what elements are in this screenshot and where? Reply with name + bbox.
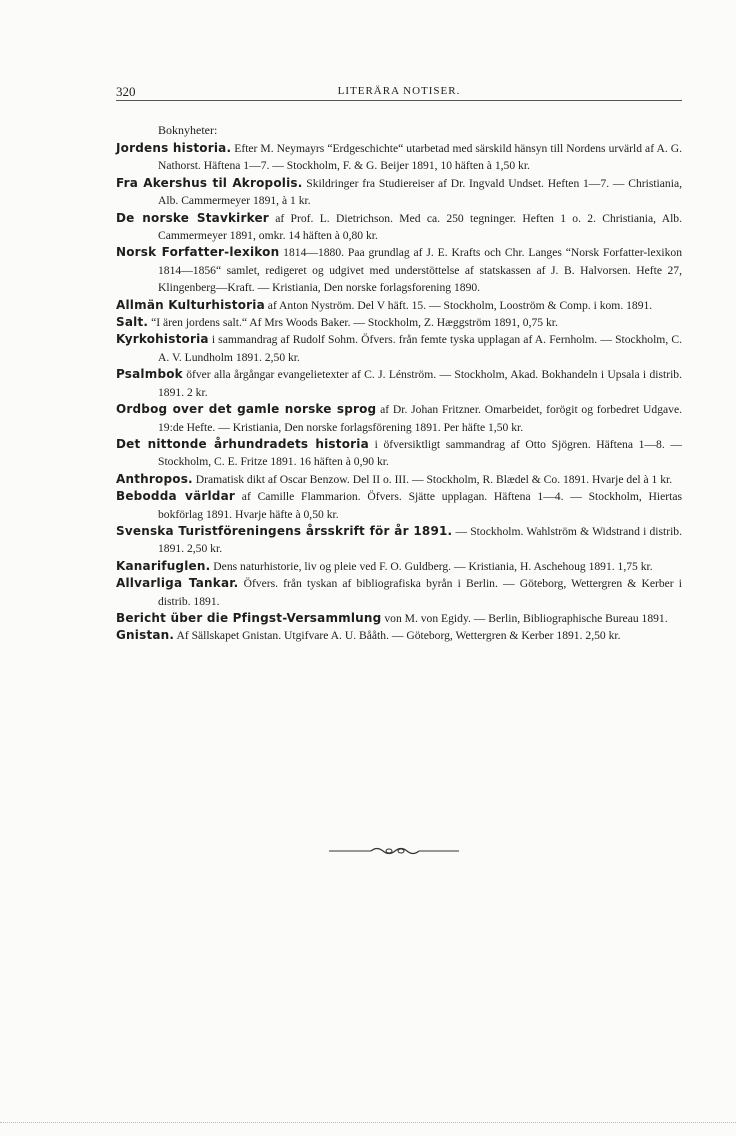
decorative-divider-ornament: [329, 846, 459, 856]
book-title: Anthropos.: [116, 471, 193, 486]
book-description: Af Sällskapet Gnistan. Utgifvare A. U. Bååth. — Göteborg, Wettergren & Kerber 1891. 2,50 kr.: [176, 629, 621, 643]
book-entry: [116, 575, 682, 610]
page-number: 320: [116, 84, 136, 99]
book-title: Bericht über die Pfingst-Versammlung: [116, 610, 382, 625]
book-entry: [116, 297, 682, 314]
book-entry: [116, 401, 682, 436]
book-description: öfver alla årgångar evangelietexter af C. J. Lénström. — Stockholm, Akad. Bokhandeln i Upsala i distrib. 1891. 2 kr.: [158, 368, 682, 399]
book-title: Gnistan.: [116, 628, 175, 643]
book-title: Norsk Forfatter-lexikon: [116, 245, 280, 260]
book-entry: [116, 175, 682, 210]
book-title: Bebodda världar: [116, 489, 236, 504]
book-entry: [116, 558, 682, 575]
section-heading: Boknyheter:: [158, 123, 218, 137]
book-entry: [116, 331, 682, 366]
book-entry: [116, 523, 682, 558]
book-title: Det nittonde århundradets historia: [116, 436, 369, 451]
book-entry: [116, 210, 682, 245]
running-title: LITERÄRA NOTISER.: [337, 85, 461, 97]
book-description: i öfversiktligt sammandrag af Otto Sjögren. Häftena 1—8. — Stockholm, C. E. Fritze 1891. 16 häften à 0,90 kr.: [158, 437, 682, 469]
book-description: Öfvers. från tyskan af bibliografiska byrån i Berlin. — Göteborg, Wettergren & Kerber i distrib. 1891.: [158, 577, 682, 608]
book-title: Salt.: [116, 315, 149, 330]
book-title: Jordens historia.: [116, 141, 232, 155]
book-entry: [116, 314, 682, 331]
book-description: af Prof. L. Dietrichson. Med ca. 250 tegninger. Heften 1 o. 2. Christiania, Alb. Cammermeyer 1891, omkr. 14 häften à 0,80 kr.: [158, 211, 683, 243]
book-description: — Stockholm. Wahlström & Widstrand i distrib. 1891. 2,50 kr.: [158, 524, 682, 556]
book-title: Ordbog over det gamle norske sprog: [116, 402, 377, 417]
book-title: Psalmbok: [116, 367, 183, 382]
book-title: Svenska Turistföreningens årsskrift för år 1891.: [116, 523, 453, 538]
book-entry: [116, 488, 682, 523]
book-description: 1814—1880. Paa grundlag af J. E. Krafts och Chr. Langes “Norsk Forfatter-lexikon 1814—1856“ samlet, redigeret og udgivet med understöttelse af statskassen af J. B. Halvorsen. Hefte 27, Klingenberg—Kraft. — Kristiania, Den norske forlagsforening 1890.: [158, 246, 683, 295]
book-title: De norske Stavkirker: [116, 210, 269, 225]
book-title: Kanarifuglen.: [116, 558, 211, 573]
book-entry: [116, 366, 682, 401]
page-header: [116, 84, 682, 101]
book-entry: [116, 244, 682, 296]
book-description: af Anton Nyström. Del V häft. 15. — Stockholm, Looström & Comp. i kom. 1891.: [267, 298, 653, 312]
book-title: Fra Akershus til Akropolis.: [116, 175, 303, 190]
book-description: Dens naturhistorie, liv og pleie ved F. O. Guldberg. — Kristiania, H. Aschehoug 1891. 1,75 kr.: [213, 559, 653, 573]
book-entry: [116, 140, 682, 175]
book-description: af Camille Flammarion. Öfvers. Sjätte upplagan. Häftena 1—4. — Stockholm, Hiertas bokförlag 1891. Hvarje häfte à 0,50 kr.: [158, 490, 682, 521]
book-description: i sammandrag af Rudolf Sohm. Öfvers. från femte tyska upplagan af A. Fernholm. — Stockholm, C. A. V. Lundholm 1891. 2,50 kr.: [158, 333, 682, 364]
book-entry: [116, 627, 682, 644]
book-description: af Dr. Johan Fritzner. Omarbeidet, forögit og forbedret Udgave. 19:de Hefte. — Kristiania, Den norske forlagsförening 1891. Per häfte 1,50 kr.: [158, 403, 683, 434]
book-description: Efter M. Neymayrs “Erdgeschichte“ utarbetad med särskild hänsyn till Nordens urvärld af A. G. Nathorst. Häftena 1—7. — Stockholm, F. & G. Beijer 1891, 10 häften à 1,50 kr.: [158, 142, 683, 173]
main-content: [116, 122, 682, 645]
book-entry: [116, 471, 682, 488]
book-description: von M. von Egidy. — Berlin, Bibliographische Bureau 1891.: [384, 611, 668, 625]
page-edge-line: [0, 1122, 736, 1124]
book-title: Allmän Kulturhistoria: [116, 297, 265, 312]
book-entry: [116, 610, 682, 627]
book-entry: [116, 436, 682, 471]
book-description: Dramatisk dikt af Oscar Benzow. Del II o. III. — Stockholm, R. Blædel & Co. 1891. Hvarje del à 1 kr.: [195, 472, 673, 486]
book-description: Skildringer fra Studiereiser af Dr. Ingvald Undset. Heften 1—7. — Christiania, Alb. Cammermeyer 1891, à 1 kr.: [158, 176, 682, 208]
book-description: “I ären jordens salt.“ Af Mrs Woods Baker. — Stockholm, Z. Hæggström 1891, 0,75 kr.: [151, 316, 558, 330]
book-title: Kyrkohistoria: [116, 332, 209, 347]
book-title: Allvarliga Tankar.: [116, 576, 239, 591]
